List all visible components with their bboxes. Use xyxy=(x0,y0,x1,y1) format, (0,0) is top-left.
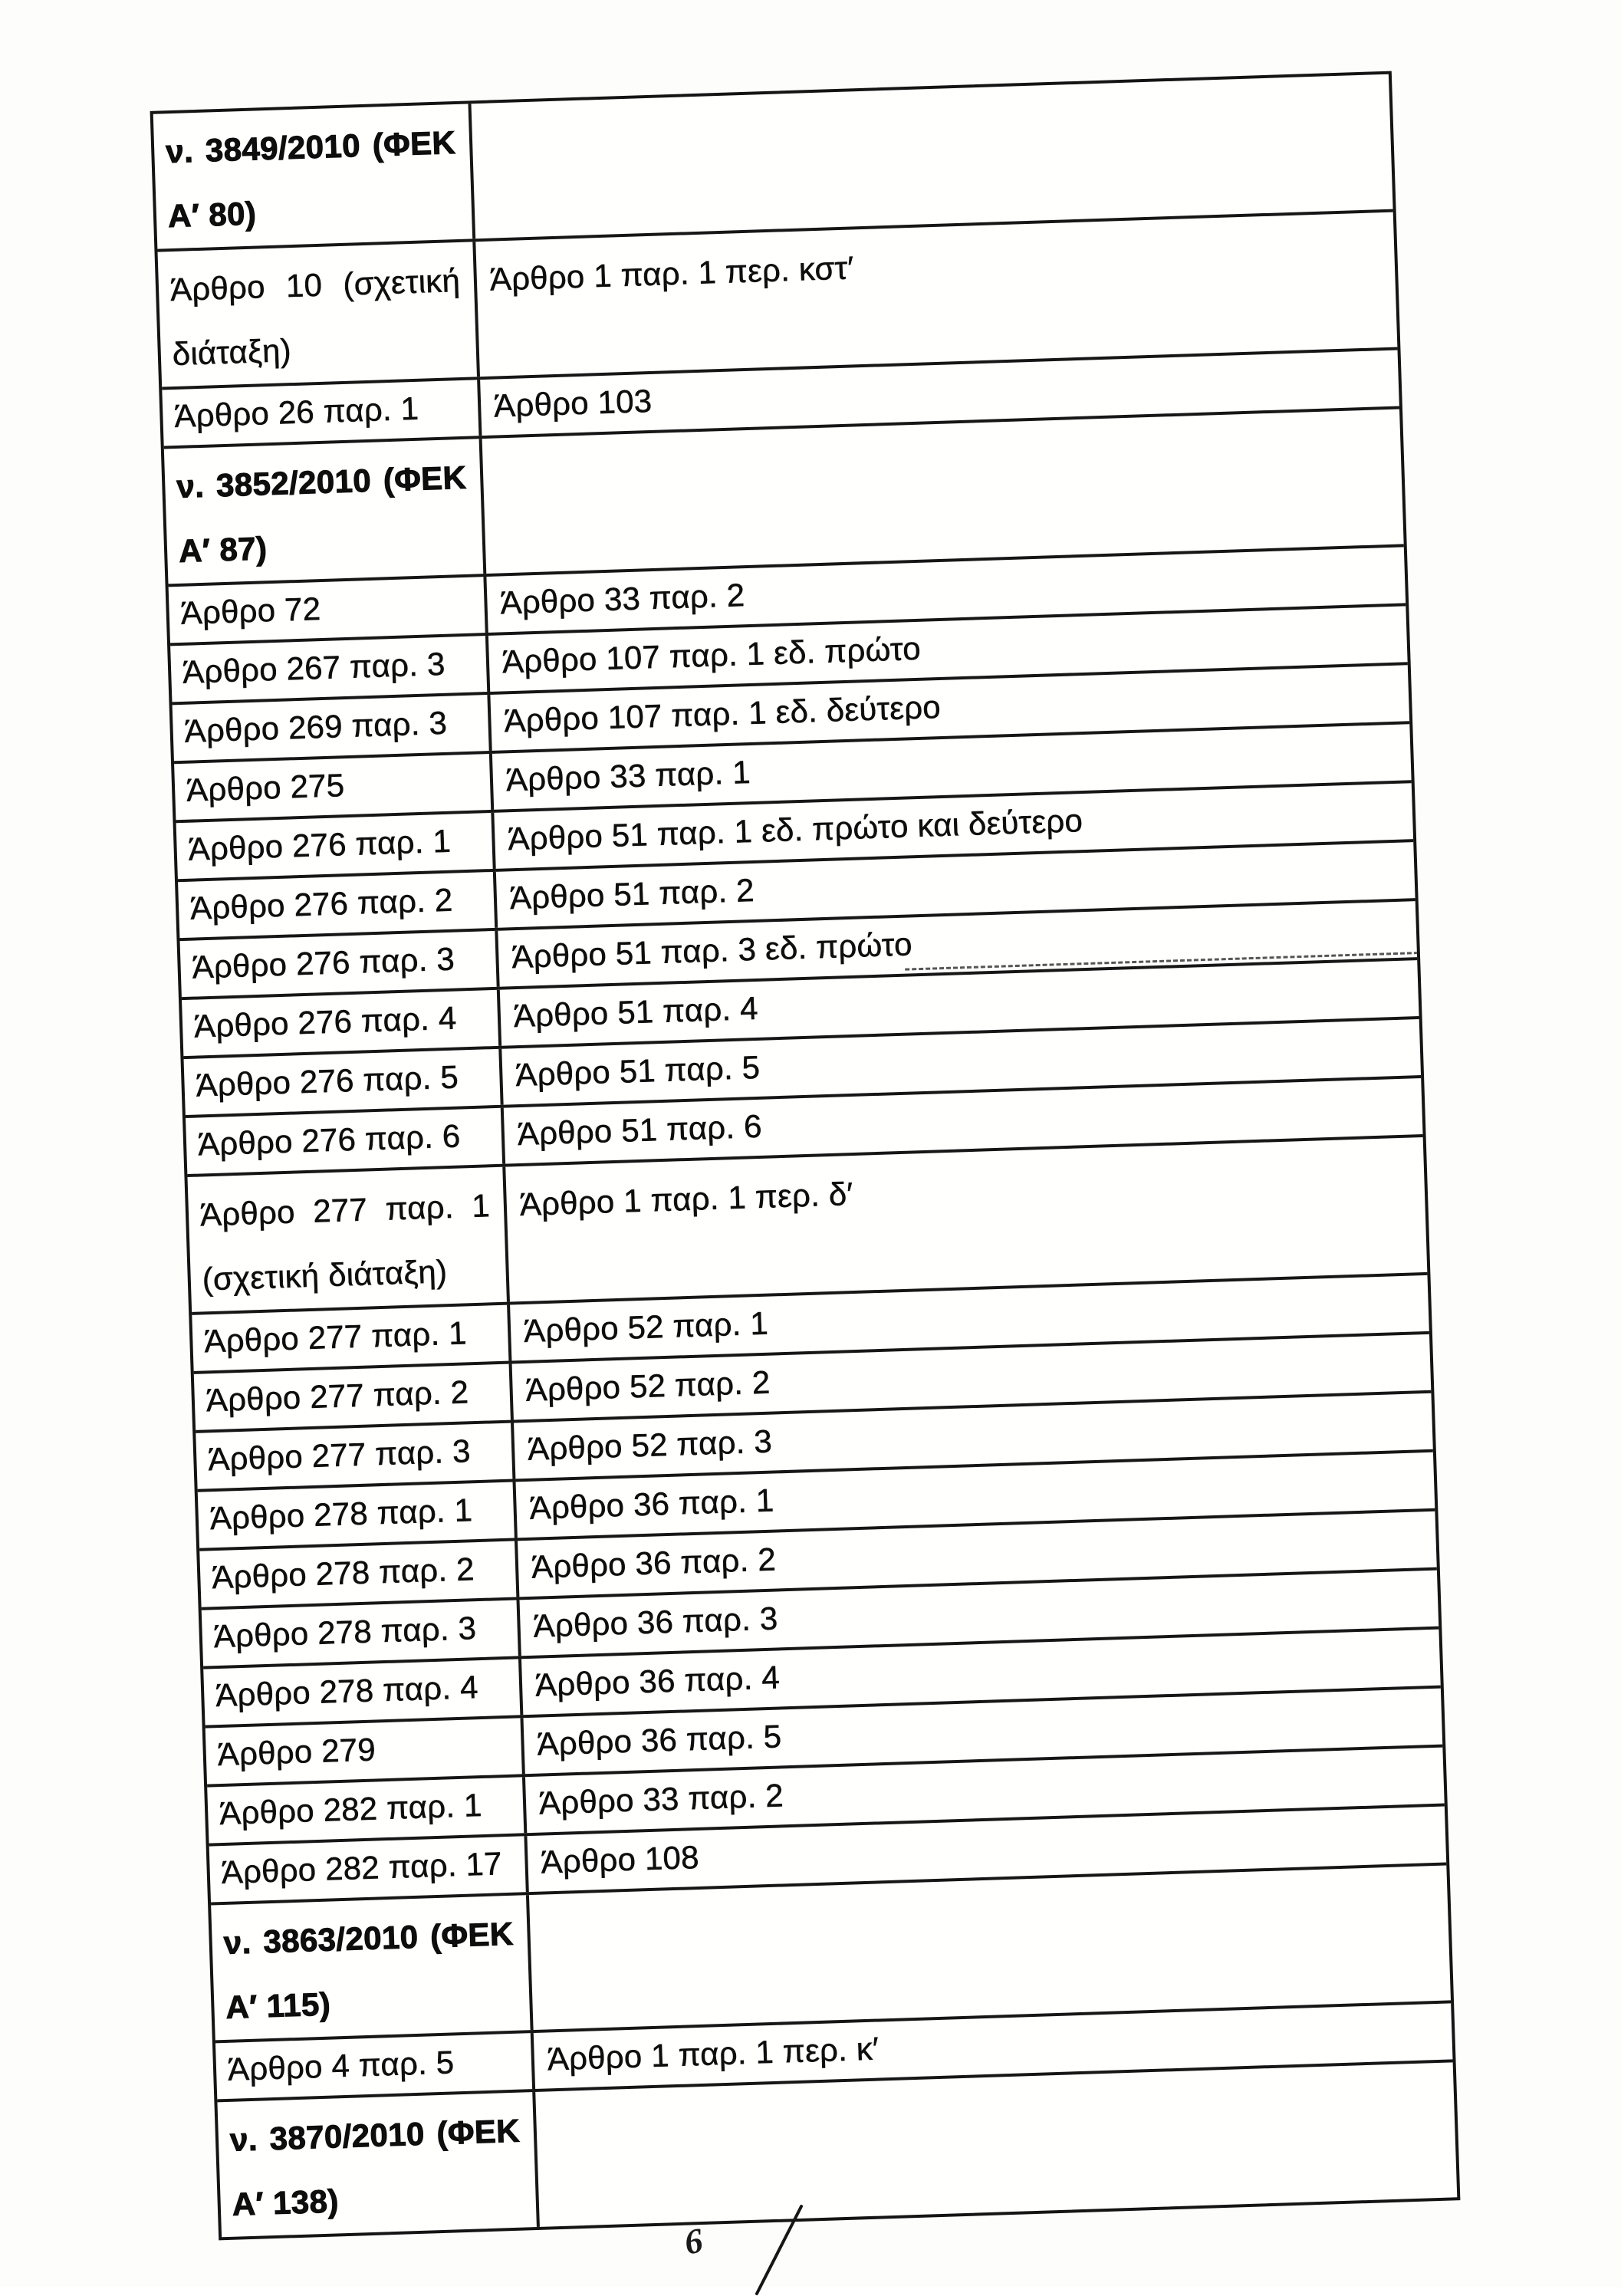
old-provision-text: Άρθρο 276 παρ. 3 xyxy=(191,940,455,985)
old-provision-cell xyxy=(169,577,488,643)
old-provision-text: Άρθρο 276 παρ. 2 xyxy=(189,881,454,926)
old-provision-text: Άρθρο 278 παρ. 3 xyxy=(213,1610,477,1655)
old-provision-cell xyxy=(209,1836,529,1902)
old-provision-cell xyxy=(164,439,486,584)
old-provision-cell xyxy=(182,990,501,1056)
new-provision-text: Άρθρο 51 παρ. 3 εδ. πρώτο xyxy=(511,926,913,975)
old-provision-cell xyxy=(187,1167,509,1312)
old-provision-text: Άρθρο 278 παρ. 2 xyxy=(211,1551,475,1596)
old-provision-text: Άρθρο 72 xyxy=(179,590,321,631)
old-provision-text: Άρθρο 276 παρ. 4 xyxy=(193,999,458,1044)
old-provision-text: Άρθρο 275 xyxy=(186,767,345,808)
old-provision-cell xyxy=(186,1108,505,1174)
new-provision-text: Άρθρο 103 xyxy=(493,382,653,424)
old-provision-text: Άρθρο 4 παρ. 5 xyxy=(227,2044,455,2087)
old-provision-cell xyxy=(184,1049,504,1115)
old-provision-text: ν. 3852/2010 (ΦΕΚ Α′ 87) xyxy=(176,459,467,569)
old-provision-cell xyxy=(217,2092,539,2237)
old-provision-cell xyxy=(174,754,494,820)
new-provision-text: Άρθρο 36 παρ. 5 xyxy=(536,1718,783,1762)
old-provision-cell xyxy=(180,931,500,997)
old-provision-cell xyxy=(194,1363,514,1429)
old-provision-text: Άρθρο 26 παρ. 1 xyxy=(173,390,419,435)
old-provision-cell xyxy=(192,1305,511,1371)
new-provision-text: Άρθρο 51 παρ. 6 xyxy=(517,1107,763,1153)
old-provision-cell xyxy=(198,1482,518,1548)
old-provision-text: Άρθρο 276 παρ. 1 xyxy=(187,822,452,867)
old-provision-cell xyxy=(158,242,480,387)
old-provision-text: ν. 3863/2010 (ΦΕΚ Α′ 115) xyxy=(222,1915,515,2025)
old-provision-text: Άρθρο 279 xyxy=(217,1731,376,1773)
new-provision-text: Άρθρο 36 παρ. 3 xyxy=(532,1600,779,1644)
new-provision-text: Άρθρο 33 παρ. 2 xyxy=(538,1777,784,1821)
old-provision-cell xyxy=(206,1718,525,1784)
old-provision-text: Άρθρο 276 παρ. 5 xyxy=(195,1058,459,1104)
old-provision-text: Άρθρο 277 παρ. 3 xyxy=(207,1433,472,1478)
old-provision-cell xyxy=(162,380,482,446)
new-provision-text: Άρθρο 36 παρ. 2 xyxy=(531,1541,777,1585)
old-provision-cell xyxy=(178,872,498,938)
old-provision-text: Άρθρο 10 (σχετική διάταξη) xyxy=(169,262,461,373)
new-provision-text: Άρθρο 1 παρ. 1 περ. κστ′ xyxy=(489,249,855,298)
old-provision-cell xyxy=(176,813,496,879)
old-provision-text: Άρθρο 276 παρ. 6 xyxy=(197,1117,462,1163)
old-provision-text: Άρθρο 282 παρ. 17 xyxy=(221,1845,503,1891)
new-provision-text: Άρθρο 108 xyxy=(540,1838,700,1880)
old-provision-text: Άρθρο 282 παρ. 1 xyxy=(219,1787,483,1832)
new-provision-text: Άρθρο 52 παρ. 2 xyxy=(524,1363,771,1408)
old-provision-cell xyxy=(196,1423,515,1488)
old-provision-cell xyxy=(207,1777,527,1843)
new-provision-text: Άρθρο 107 παρ. 1 εδ. δεύτερο xyxy=(503,689,942,739)
new-provision-text: Άρθρο 33 παρ. 2 xyxy=(499,577,745,621)
old-provision-cell xyxy=(173,695,492,761)
handwritten-page-number: 6 xyxy=(681,2220,706,2262)
old-provision-text: Άρθρο 277 παρ. 2 xyxy=(206,1373,469,1419)
new-provision-text: Άρθρο 36 παρ. 1 xyxy=(528,1482,775,1526)
old-provision-text: Άρθρο 267 παρ. 3 xyxy=(182,645,446,690)
old-provision-text: Άρθρο 269 παρ. 3 xyxy=(183,704,448,749)
new-provision-text: Άρθρο 51 παρ. 5 xyxy=(515,1048,761,1094)
new-provision-text: Άρθρο 52 παρ. 3 xyxy=(527,1423,773,1467)
old-provision-text: Άρθρο 277 παρ. 1 xyxy=(203,1314,468,1360)
old-provision-cell xyxy=(203,1659,523,1725)
old-provision-text: Άρθρο 278 παρ. 1 xyxy=(209,1492,473,1537)
old-provision-cell xyxy=(153,104,475,248)
old-provision-text: Άρθρο 277 παρ. 1 (σχετική διάταξη) xyxy=(199,1187,491,1298)
old-provision-cell xyxy=(202,1600,521,1666)
new-provision-text: Άρθρο 1 παρ. 1 περ. δ′ xyxy=(519,1176,854,1223)
new-provision-text: Άρθρο 33 παρ. 1 xyxy=(505,754,751,798)
old-provision-text: ν. 3849/2010 (ΦΕΚ Α′ 80) xyxy=(165,124,456,235)
old-provision-cell xyxy=(211,1895,533,2040)
new-provision-text: Άρθρο 51 παρ. 1 εδ. πρώτο και δεύτερο xyxy=(507,802,1083,857)
old-provision-text: ν. 3870/2010 (ΦΕΚ Α′ 138) xyxy=(229,2112,521,2222)
old-provision-cell xyxy=(215,2033,535,2099)
new-provision-text: Άρθρο 51 παρ. 4 xyxy=(513,989,759,1035)
old-provision-cell xyxy=(199,1541,519,1607)
new-provision-text: Άρθρο 1 παρ. 1 περ. κ′ xyxy=(547,2030,880,2077)
old-provision-cell xyxy=(170,636,490,702)
old-provision-text: Άρθρο 278 παρ. 4 xyxy=(215,1669,479,1714)
new-provision-text: Άρθρο 36 παρ. 4 xyxy=(534,1659,781,1703)
new-provision-text: Άρθρο 52 παρ. 1 xyxy=(523,1304,769,1349)
new-provision-text: Άρθρο 107 παρ. 1 εδ. πρώτο xyxy=(501,630,922,680)
new-provision-text: Άρθρο 51 παρ. 2 xyxy=(509,871,755,916)
correspondence-table xyxy=(150,71,1461,2241)
new-provision-cell xyxy=(535,2062,1457,2227)
